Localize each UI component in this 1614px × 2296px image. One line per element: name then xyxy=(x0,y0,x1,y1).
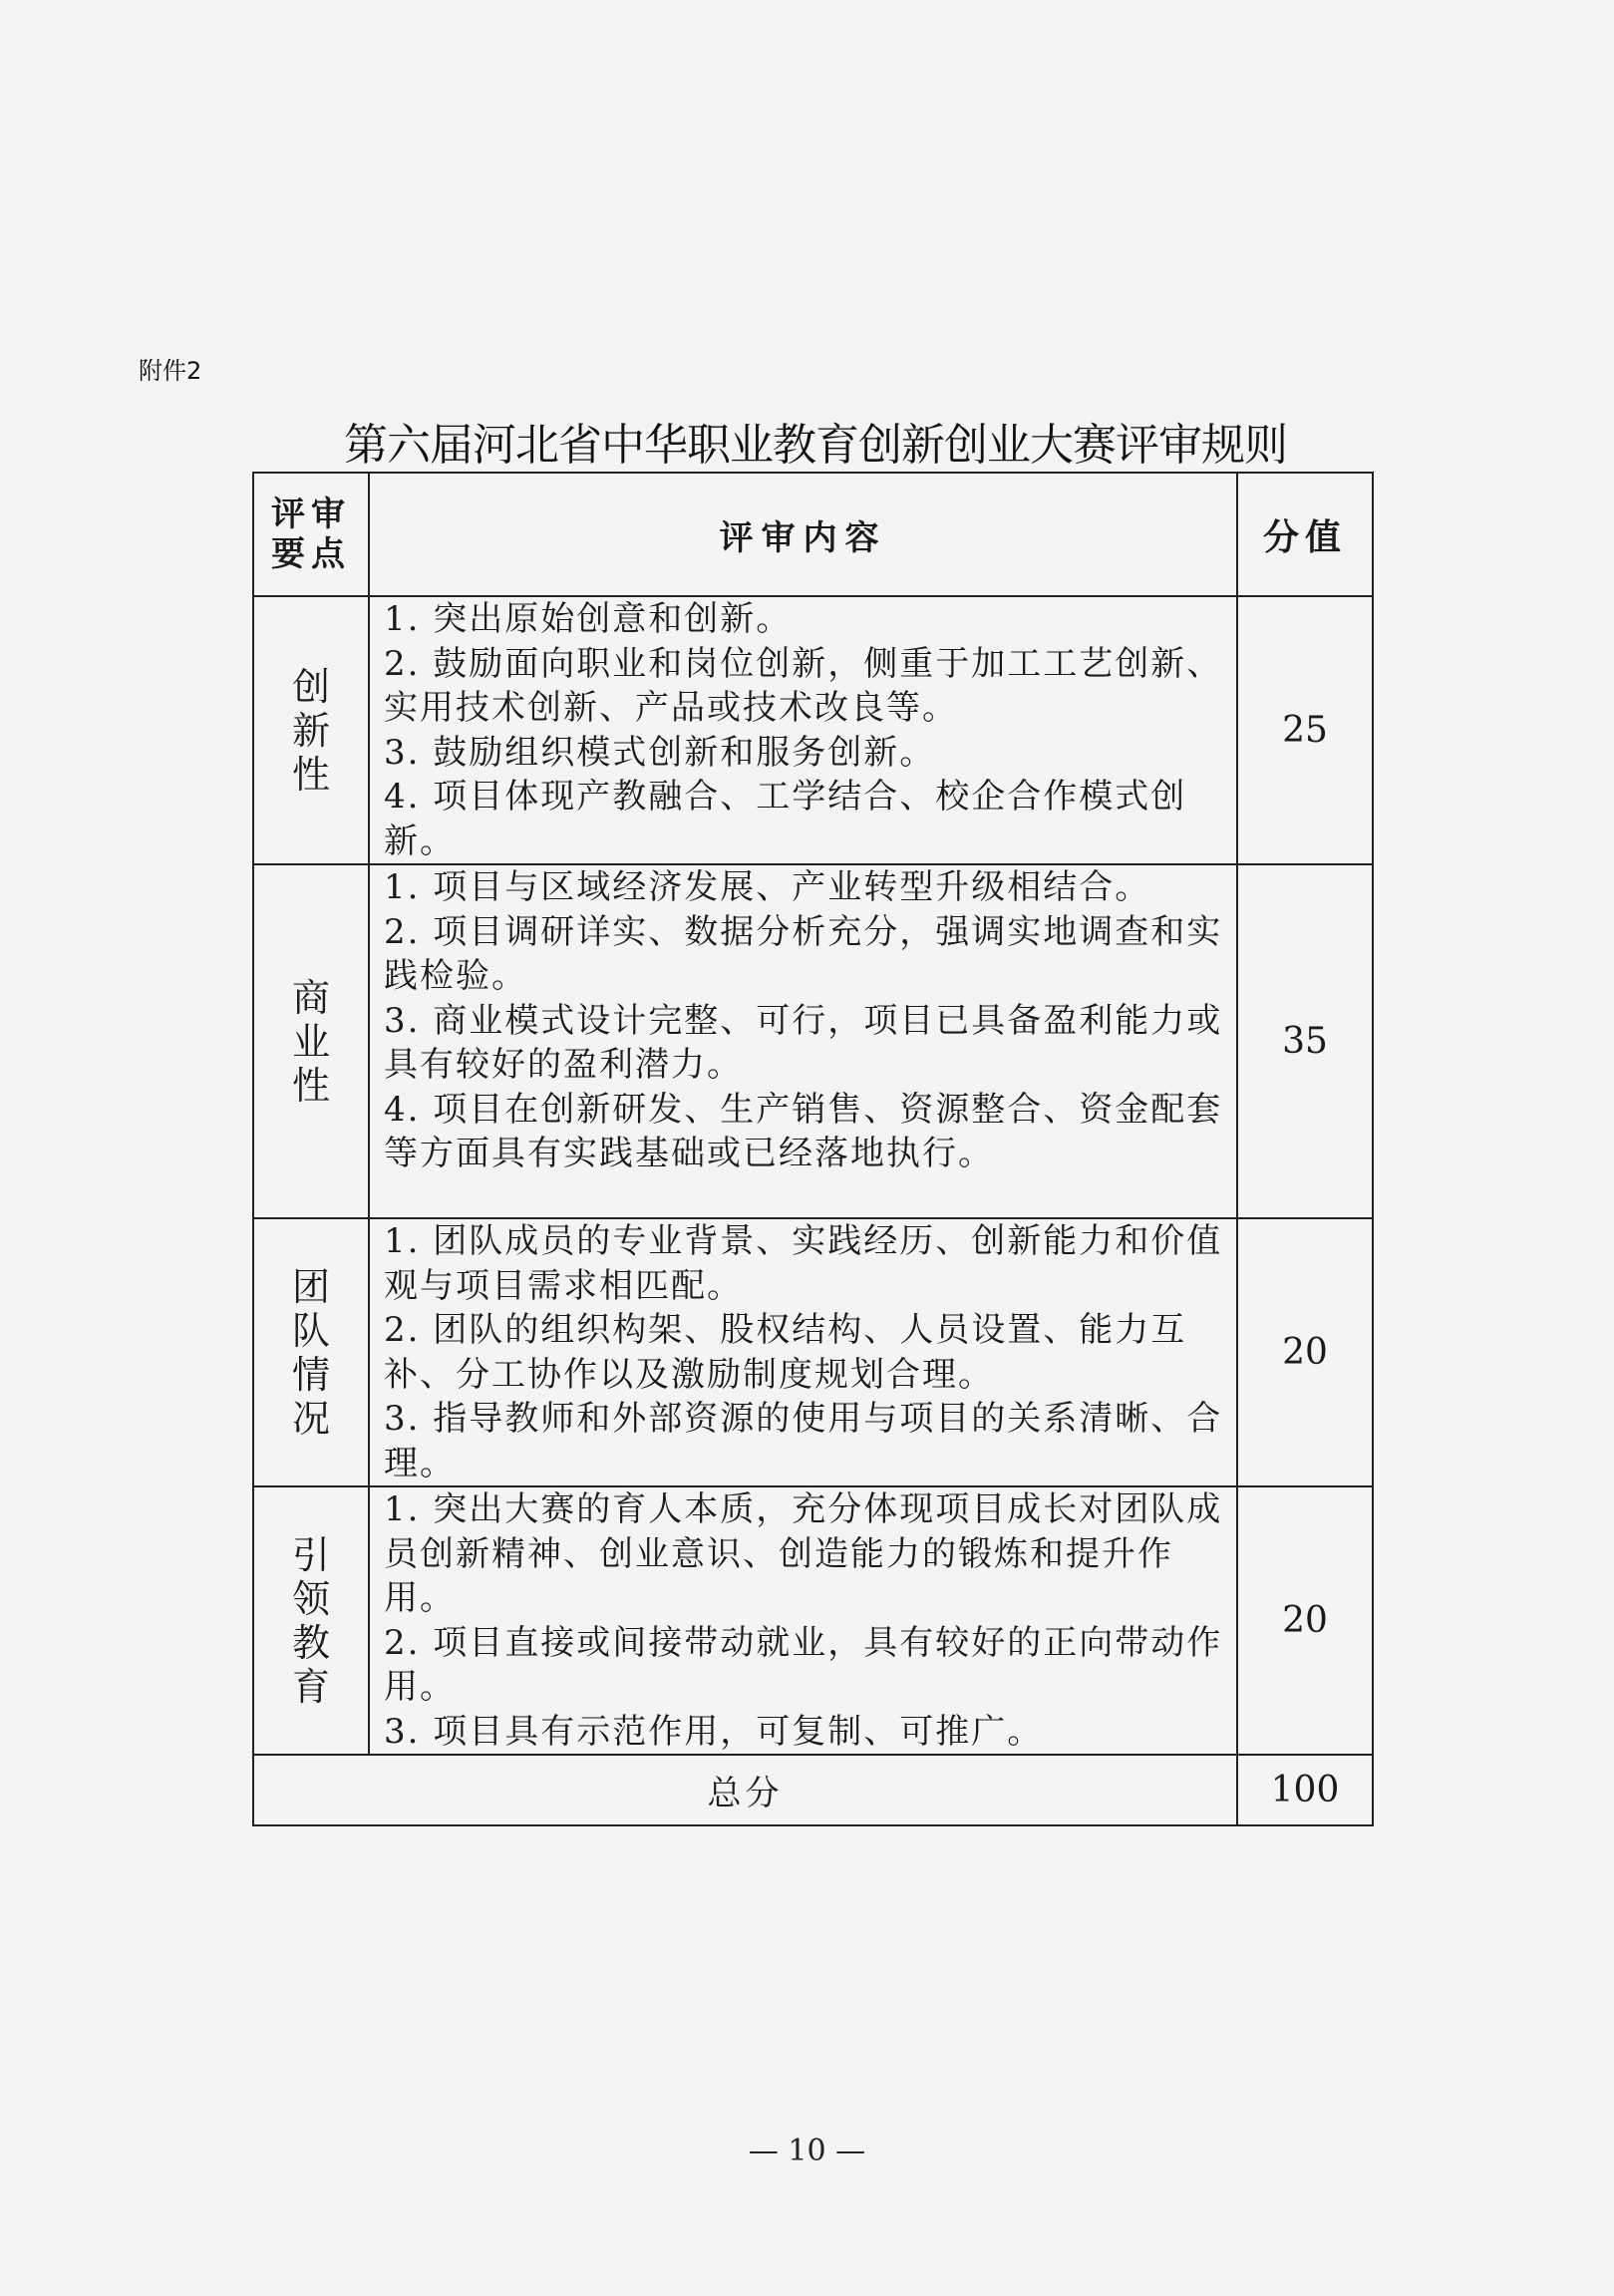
header-key-line1: 评审 xyxy=(271,494,351,534)
key-char: 况 xyxy=(291,1396,330,1441)
criterion-item: 4. 项目体现产教融合、工学结合、校企合作模式创新。 xyxy=(384,777,1187,861)
criterion-item: 3. 指导教师和外部资源的使用与项目的关系清晰、合理。 xyxy=(384,1399,1223,1483)
key-char: 新 xyxy=(291,708,330,753)
criterion-item: 4. 项目在创新研发、生产销售、资源整合、资金配套等方面具有实践基础或已经落地执行。 xyxy=(384,1089,1223,1173)
row-content xyxy=(369,596,1237,864)
row-key xyxy=(253,864,369,1218)
header-key xyxy=(253,473,369,596)
table-row xyxy=(253,864,1373,1218)
key-char: 教 xyxy=(291,1620,330,1665)
page-title: 第六届河北省中华职业教育创新创业大赛评审规则 xyxy=(344,420,1287,471)
key-char: 业 xyxy=(291,1019,330,1064)
criterion-item: 2. 项目调研详实、数据分析充分，强调实地调查和实践检验。 xyxy=(384,911,1223,996)
key-char: 育 xyxy=(291,1664,330,1709)
criterion-item: 3. 项目具有示范作用，可复制、可推广。 xyxy=(384,1711,1044,1752)
header-key-line2: 要点 xyxy=(271,534,351,574)
criterion-item: 1. 突出原始创意和创新。 xyxy=(384,599,793,639)
key-char: 性 xyxy=(291,1063,330,1108)
key-char: 引 xyxy=(291,1532,330,1577)
total-score: 100 xyxy=(1237,1755,1373,1825)
header-score: 分值 xyxy=(1237,473,1373,596)
row-content xyxy=(369,1218,1237,1486)
criterion-item: 2. 鼓励面向职业和岗位创新，侧重于加工工艺创新、实用技术创新、产品或技术改良等。 xyxy=(384,643,1223,728)
table-row xyxy=(253,596,1373,864)
page-number: — 10 — xyxy=(748,2133,866,2168)
key-char: 创 xyxy=(291,664,330,709)
total-row xyxy=(253,1755,1373,1825)
criterion-item: 1. 团队成员的专业背景、实践经历、创新能力和价值观与项目需求相匹配。 xyxy=(384,1221,1223,1306)
criterion-item: 3. 商业模式设计完整、可行，项目已具备盈利能力或具有较好的盈利潜力。 xyxy=(384,1000,1223,1085)
row-content xyxy=(369,864,1237,1218)
criterion-item: 1. 项目与区域经济发展、产业转型升级相结合。 xyxy=(384,867,1151,907)
key-char: 性 xyxy=(291,752,330,797)
criterion-item: 3. 鼓励组织模式创新和服务创新。 xyxy=(384,732,936,773)
criterion-item: 2. 团队的组织构架、股权结构、人员设置、能力互补、分工协作以及激励制度规划合理。 xyxy=(384,1310,1187,1395)
row-score: 25 xyxy=(1237,596,1373,864)
row-key xyxy=(253,1486,369,1755)
key-char: 队 xyxy=(291,1308,330,1353)
row-score: 20 xyxy=(1237,1218,1373,1486)
row-score: 20 xyxy=(1237,1486,1373,1755)
row-key xyxy=(253,1218,369,1486)
rules-table xyxy=(252,472,1374,1826)
row-content xyxy=(369,1486,1237,1755)
criterion-item: 2. 项目直接或间接带动就业，具有较好的正向带动作用。 xyxy=(384,1622,1223,1707)
attachment-label: 附件2 xyxy=(139,357,202,385)
table-row xyxy=(253,1486,1373,1755)
header-content: 评审内容 xyxy=(369,473,1237,596)
key-char: 商 xyxy=(291,975,330,1020)
table-header-row xyxy=(253,473,1373,596)
table-row xyxy=(253,1218,1373,1486)
total-label: 总分 xyxy=(253,1755,1237,1825)
row-key xyxy=(253,596,369,864)
key-char: 领 xyxy=(291,1576,330,1621)
key-char: 团 xyxy=(291,1264,330,1309)
row-score: 35 xyxy=(1237,864,1373,1218)
criterion-item: 1. 突出大赛的育人本质，充分体现项目成长对团队成员创新精神、创业意识、创造能力的锻炼和提升作用。 xyxy=(384,1489,1223,1618)
key-char: 情 xyxy=(291,1352,330,1397)
